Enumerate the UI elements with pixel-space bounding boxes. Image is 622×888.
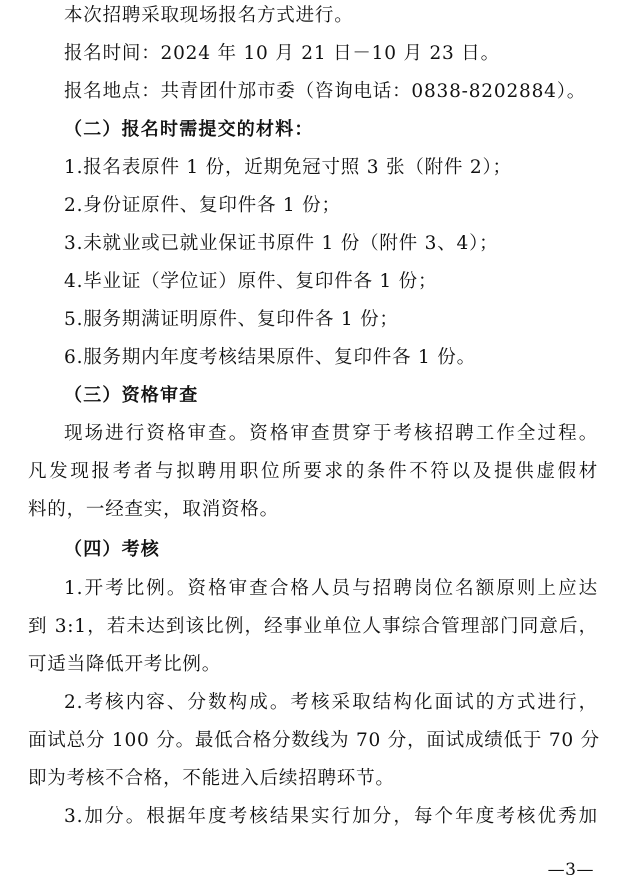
section-heading: （二）报名时需提交的材料：: [64, 119, 314, 140]
list-item: 6.服务期内年度考核结果原件、复印件各 1 份。: [64, 347, 476, 368]
list-item: 3.未就业或已就业保证书原件 1 份（附件 3、4）；: [64, 233, 499, 254]
paragraph-line: 料的，一经查实，取消资格。: [28, 499, 279, 520]
paragraph-line: 1.开考比例。资格审查合格人员与招聘岗位名额原则上应达: [64, 578, 598, 599]
paragraph-line: 现场进行资格审查。资格审查贯穿于考核招聘工作全过程。: [64, 423, 598, 444]
paragraph-line: 可适当降低开考比例。: [28, 654, 222, 675]
list-item: 5.服务期满证明原件、复印件各 1 份；: [64, 309, 399, 330]
paragraph-line: 即为考核不合格，不能进入后续招聘环节。: [28, 768, 395, 789]
list-item: 1.报名表原件 1 份，近期免冠寸照 3 张（附件 2）；: [64, 157, 512, 178]
list-item: 2.身份证原件、复印件各 1 份；: [64, 195, 341, 216]
section-heading: （三）资格审查: [64, 385, 199, 406]
paragraph-line: 面试总分 100 分。最低合格分数线为 70 分，面试成绩低于 70 分: [28, 730, 600, 751]
paragraph-line: 本次招聘采取现场报名方式进行。: [64, 5, 354, 26]
paragraph-line: 到 3:1，若未达到该比例，经事业单位人事综合管理部门同意后，: [28, 616, 598, 637]
page-number: —3—: [547, 860, 594, 880]
section-heading: （四）考核: [64, 539, 160, 560]
paragraph-line: 报名地点：共青团什邡市委（咨询电话：0838-8202884）。: [64, 81, 587, 102]
list-item: 4.毕业证（学位证）原件、复印件各 1 份；: [64, 271, 438, 292]
paragraph-line: 2.考核内容、分数构成。考核采取结构化面试的方式进行，: [64, 692, 598, 713]
paragraph-line: 报名时间：2024 年 10 月 21 日－10 月 23 日。: [64, 43, 500, 64]
paragraph-line: 凡发现报考者与拟聘用职位所要求的条件不符以及提供虚假材: [28, 461, 598, 482]
paragraph-line: 3.加分。根据年度考核结果实行加分，每个年度考核优秀加: [64, 806, 598, 827]
